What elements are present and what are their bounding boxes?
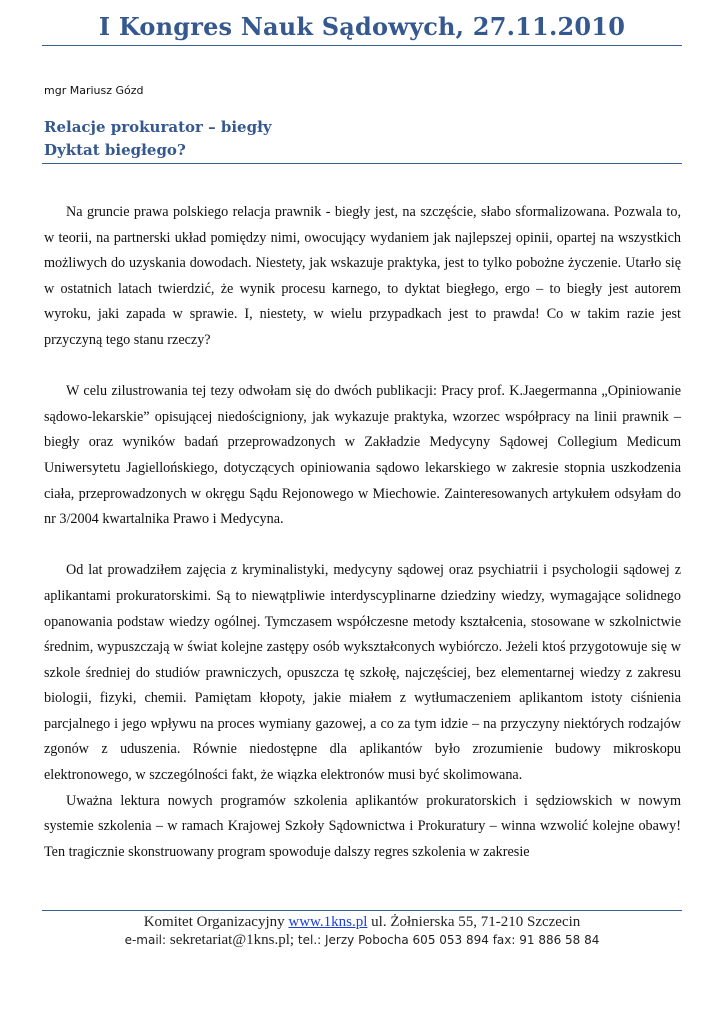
paragraph-3: Od lat prowadziłem zajęcia z kryminalistyki, medycyny sądowej oraz psychiatrii i psychologii sądowej z aplikantami prokuratorskimi. Są to niewątpliwie interdyscyplinarne dziedziny wiedzy, wymagające solidnego opanowania podstaw wiedzy ogólnej. Tymczasem współczesne metody kształcenia, stosowane w szkolnictwie średnim, wypuszczają w świat kolejne zastępy osób wykształconych wybiórczo. Jeżeli ktoś przygotowuje się w szkole średniej do studiów prawniczych, opuszcza tę szkołę, najczęściej, bez elementarnej wiedzy z zakresu biologii, fizyki, chemii. Pamiętam kłopoty, jakie miałem z wytłumaczeniem aplikantom istoty ciśnienia parcjalnego i jego wpływu na proces wymiany gazowej, a co za tym idzie – na przyczyny niektórych rodzajów zgonów z uduszenia. Równie niedostępne dla aplikantów było zrozumienie budowy mikroskopu elektronowego, w szczególności fakt, że wiązka elektronów musi być skolimowana.: [44, 562, 681, 784]
footer-contact-line: [0, 931, 724, 949]
header-divider: [42, 45, 682, 46]
article-subtitle: Dyktat biegłego?: [44, 141, 186, 159]
paragraph-2: W celu zilustrowania tej tezy odwołam się do dwóch publikacji: Pracy prof. K.Jaegermanna „Opiniowanie sądowo-lekarskie” opisującej niedościgniony, jak wykazuje praktyka, wzorzec współpracy na linii prawnik – biegły oraz wyników badań przeprowadzonych w Zakładzie Medycyny Sądowej Collegium Medicum Uniwersytetu Jagiellońskiego, dotyczących opiniowania sądowo lekarskiego w zakresie stopnia uszkodzenia ciała, przeprowadzonych w okręgu Sądu Rejonowego w Miechowie. Zainteresowanych artykułem odsyłam do nr 3/2004 kwartalnika Prawo i Medycyna.: [44, 383, 681, 528]
article-title: [44, 116, 272, 162]
address: ul. Żołnierska 55, 71-210 Szczecin: [371, 914, 581, 930]
paragraph-1: Na gruncie prawa polskiego relacja prawnik - biegły jest, na szczęście, słabo sformalizowana. Pozwala to, w teorii, na partnerski układ pomiędzy nimi, owocujący wydaniem jak najlepszej opinii, opartej na wszystkich możliwych do uzyskania dowodach. Niestety, jak wskazuje praktyka, jest to tylko pobożne życzenie. Utarło się w ostatnich latach twierdzić, że wynik procesu karnego, to dyktat biegłego, ergo – to biegły jest autorem wyroku, jaki zapada w sprawie. I, niestety, w wielu przypadkach jest to prawda! Co w takim razie jest przyczyną tego stanu rzeczy?: [44, 204, 681, 348]
paragraph-4: Uważna lektura nowych programów szkolenia aplikantów prokuratorskich i sędziowskich w nowym systemie szkolenia – w ramach Krajowej Szkoły Sądownictwa i Prokuratury – winna wzwolić kolejne obawy! Ten tragicznie skonstruowany program spowoduje dalszy regres szkolenia w zakresie: [44, 792, 681, 860]
phone-fax: tel.: Jerzy Pobocha 605 053 894 fax: 91 886 58 84: [297, 933, 600, 947]
article-body: [44, 200, 681, 865]
email-address: sekretariat@1kns.pl;: [169, 932, 295, 948]
author-name: mgr Mariusz Gózd: [44, 84, 144, 97]
committee-label: Komitet Organizacyjny: [143, 914, 285, 930]
article-title-line-1: Relacje prokurator – biegły: [44, 118, 272, 136]
footer: [0, 913, 724, 949]
footer-divider: [42, 910, 682, 911]
page-header-title: I Kongres Nauk Sądowych, 27.11.2010: [98, 12, 626, 41]
website-link[interactable]: www.1kns.pl: [288, 914, 368, 930]
email-label: e-mail:: [124, 933, 167, 947]
footer-committee-line: [0, 913, 724, 931]
title-divider: [42, 163, 682, 164]
